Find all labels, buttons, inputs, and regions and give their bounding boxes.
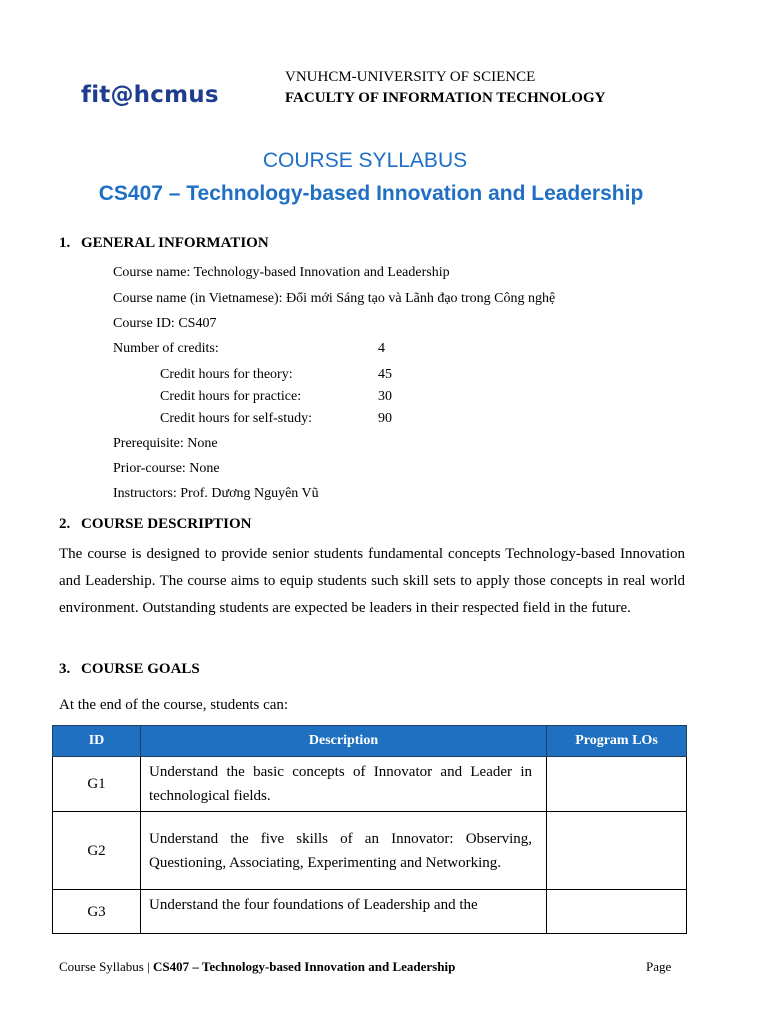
section-description-heading <box>59 516 251 533</box>
column-header-id: ID <box>53 726 141 757</box>
column-header-program-los: Program LOs <box>547 726 687 757</box>
footer-course-label <box>59 959 455 975</box>
goal-description: Understand the four foundations of Leadership and the <box>141 890 547 934</box>
goal-program-los <box>547 890 687 934</box>
section-number: 3. <box>59 661 71 677</box>
footer-syllabus-text: Course Syllabus | <box>59 959 153 974</box>
goal-description: Understand the five skills of an Innovator: Observing, Questioning, Associating, Experimenting and Networking. <box>141 812 547 890</box>
table-row <box>53 812 687 890</box>
theory-hours-label: Credit hours for theory: <box>160 367 293 382</box>
course-id: Course ID: CS407 <box>113 316 217 331</box>
section-general-heading <box>59 235 269 252</box>
credits-label: Number of credits: <box>113 341 219 356</box>
course-description-text: The course is designed to provide senior students fundamental concepts Technology-based Innovation and Leadership. The course aims to equip students such skill sets to apply those concepts in real world environment. Outstanding students are expected be leaders in their respected field in the future. <box>59 546 685 616</box>
course-name-vietnamese: Course name (in Vietnamese): Đổi mới Sáng tạo và Lãnh đạo trong Công nghệ <box>113 291 556 306</box>
table-row <box>53 890 687 934</box>
university-name: VNUHCM-UNIVERSITY OF SCIENCE <box>285 69 536 85</box>
faculty-logo: fit@hcmus <box>81 82 219 108</box>
course-goals-table <box>52 725 687 934</box>
footer-page-label: Page <box>646 959 672 974</box>
table-header-row <box>53 726 687 757</box>
goal-id: G3 <box>53 890 141 934</box>
goal-program-los <box>547 812 687 890</box>
section-goals-heading <box>59 661 200 678</box>
section-number: 1. <box>59 235 71 251</box>
prerequisite: Prerequisite: None <box>113 436 218 451</box>
column-header-description: Description <box>141 726 547 757</box>
selfstudy-hours-label: Credit hours for self-study: <box>160 411 313 426</box>
goals-intro: At the end of the course, students can: <box>59 697 289 713</box>
faculty-name: FACULTY OF INFORMATION TECHNOLOGY <box>285 90 606 106</box>
section-number: 2. <box>59 516 71 532</box>
prior-course: Prior-course: None <box>113 461 220 476</box>
practice-hours-value: 30 <box>378 389 392 404</box>
section-title: GENERAL INFORMATION <box>81 235 269 251</box>
goal-id: G1 <box>53 757 141 812</box>
practice-hours-label: Credit hours for practice: <box>160 389 302 404</box>
goal-id: G2 <box>53 812 141 890</box>
goal-program-los <box>547 757 687 812</box>
selfstudy-hours-value: 90 <box>378 411 392 426</box>
course-name: Course name: Technology-based Innovation and Leadership <box>113 265 450 280</box>
document-title: COURSE SYLLABUS <box>262 149 468 172</box>
goal-description: Understand the basic concepts of Innovator and Leader in technological fields. <box>141 757 547 812</box>
footer-course-title: CS407 – Technology-based Innovation and Leadership <box>152 959 456 974</box>
section-title: COURSE GOALS <box>81 661 200 677</box>
credits-value: 4 <box>378 341 385 356</box>
instructors: Instructors: Prof. Dương Nguyên Vũ <box>113 486 319 501</box>
section-title: COURSE DESCRIPTION <box>81 516 252 532</box>
table-row <box>53 757 687 812</box>
theory-hours-value: 45 <box>378 367 392 382</box>
course-title: CS407 – Technology-based Innovation and Leadership <box>98 182 644 205</box>
